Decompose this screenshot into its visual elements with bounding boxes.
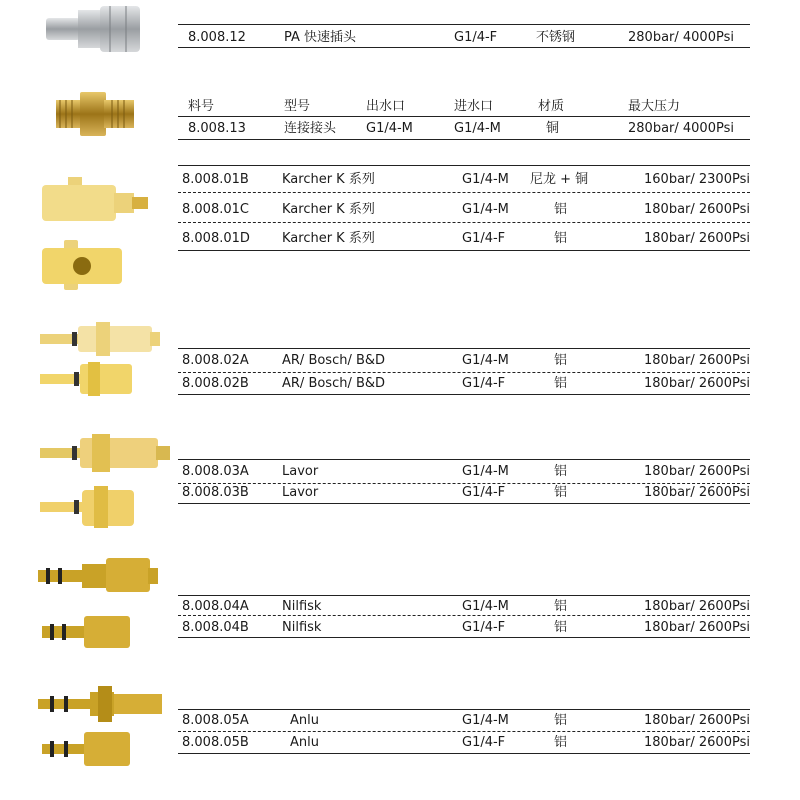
max-pressure: 180bar/ 2600Psi — [644, 620, 750, 635]
rule-line — [178, 250, 750, 251]
max-pressure: 280bar/ 4000Psi — [628, 121, 734, 136]
model: Nilfisk — [282, 620, 322, 635]
max-pressure: 180bar/ 2600Psi — [644, 376, 750, 391]
inlet: G1/4-M — [462, 202, 509, 217]
table-row — [0, 228, 800, 250]
material: 铝 — [554, 202, 568, 217]
rule-line — [178, 459, 750, 460]
table-row — [0, 27, 800, 49]
model: Lavor — [282, 464, 319, 479]
part-no: 8.008.05A — [182, 713, 249, 728]
inlet: G1/4-F — [454, 30, 498, 45]
inlet: G1/4-M — [454, 121, 501, 136]
model: Karcher K 系列 — [282, 202, 375, 217]
part-no: 8.008.12 — [188, 30, 246, 45]
max-pressure: 180bar/ 2600Psi — [644, 231, 750, 246]
rule-line — [178, 24, 750, 25]
material: 铜 — [546, 121, 560, 136]
header-model: 型号 — [284, 99, 311, 114]
model: Karcher K 系列 — [282, 172, 375, 187]
max-pressure: 180bar/ 2600Psi — [644, 599, 750, 614]
part-no: 8.008.03A — [182, 464, 249, 479]
part-no: 8.008.02B — [182, 376, 249, 391]
part-no: 8.008.03B — [182, 485, 249, 500]
material: 铝 — [554, 376, 568, 391]
model: Anlu — [290, 735, 319, 750]
material: 铝 — [554, 464, 568, 479]
part-no: 8.008.13 — [188, 121, 246, 136]
header-outlet: 出水口 — [366, 99, 406, 114]
max-pressure: 180bar/ 2600Psi — [644, 735, 750, 750]
inlet: G1/4-F — [462, 376, 506, 391]
model: Karcher K 系列 — [282, 231, 375, 246]
part-no: 8.008.05B — [182, 735, 249, 750]
table-row — [0, 482, 800, 504]
model: AR/ Bosch/ B&D — [282, 353, 386, 368]
inlet: G1/4-F — [462, 735, 506, 750]
inlet: G1/4-F — [462, 620, 506, 635]
max-pressure: 180bar/ 2600Psi — [644, 202, 750, 217]
material: 铝 — [554, 599, 568, 614]
part-no: 8.008.04B — [182, 620, 249, 635]
material: 铝 — [554, 713, 568, 728]
table-row — [0, 732, 800, 754]
header-material: 材质 — [538, 99, 565, 114]
table-row — [0, 350, 800, 372]
material: 不锈钢 — [536, 30, 576, 45]
max-pressure: 280bar/ 4000Psi — [628, 30, 734, 45]
header-max-pressure: 最大压力 — [628, 99, 681, 114]
model: AR/ Bosch/ B&D — [282, 376, 386, 391]
max-pressure: 180bar/ 2600Psi — [644, 713, 750, 728]
inlet: G1/4-M — [462, 713, 509, 728]
inlet: G1/4-M — [462, 172, 509, 187]
table-row — [0, 461, 800, 483]
table-header — [0, 96, 800, 118]
nilfisk-adapter-male-image — [36, 556, 161, 596]
table-row — [0, 199, 800, 221]
material: 铝 — [554, 485, 568, 500]
inlet: G1/4-M — [462, 599, 509, 614]
max-pressure: 160bar/ 2300Psi — [644, 172, 750, 187]
rule-line-dashed — [178, 222, 750, 223]
inlet: G1/4-F — [462, 231, 506, 246]
model: Nilfisk — [282, 599, 322, 614]
model: 连接接头 — [284, 121, 337, 136]
material: 铝 — [554, 735, 568, 750]
material: 铝 — [554, 353, 568, 368]
inlet: G1/4-F — [462, 485, 506, 500]
part-no: 8.008.01D — [182, 231, 250, 246]
part-no: 8.008.01B — [182, 172, 249, 187]
table-row — [0, 596, 800, 618]
inlet: G1/4-M — [462, 353, 509, 368]
rule-line-dashed — [178, 192, 750, 193]
table-row — [0, 169, 800, 191]
header-inlet: 进水口 — [454, 99, 494, 114]
material: 尼龙 + 铜 — [530, 172, 589, 187]
material: 铝 — [554, 231, 568, 246]
rule-line — [178, 348, 750, 349]
header-part-no: 料号 — [188, 99, 215, 114]
table-row — [0, 118, 800, 140]
table-row — [0, 710, 800, 732]
table-row — [0, 617, 800, 639]
rule-line — [178, 165, 750, 166]
model: Lavor — [282, 485, 319, 500]
model: Anlu — [290, 713, 319, 728]
inlet: G1/4-M — [462, 464, 509, 479]
material: 铝 — [554, 620, 568, 635]
part-no: 8.008.01C — [182, 202, 249, 217]
part-no: 8.008.02A — [182, 353, 249, 368]
max-pressure: 180bar/ 2600Psi — [644, 353, 750, 368]
max-pressure: 180bar/ 2600Psi — [644, 485, 750, 500]
max-pressure: 180bar/ 2600Psi — [644, 464, 750, 479]
part-no: 8.008.04A — [182, 599, 249, 614]
table-row — [0, 373, 800, 395]
outlet: G1/4-M — [366, 121, 413, 136]
model: PA 快速插头 — [284, 30, 357, 45]
